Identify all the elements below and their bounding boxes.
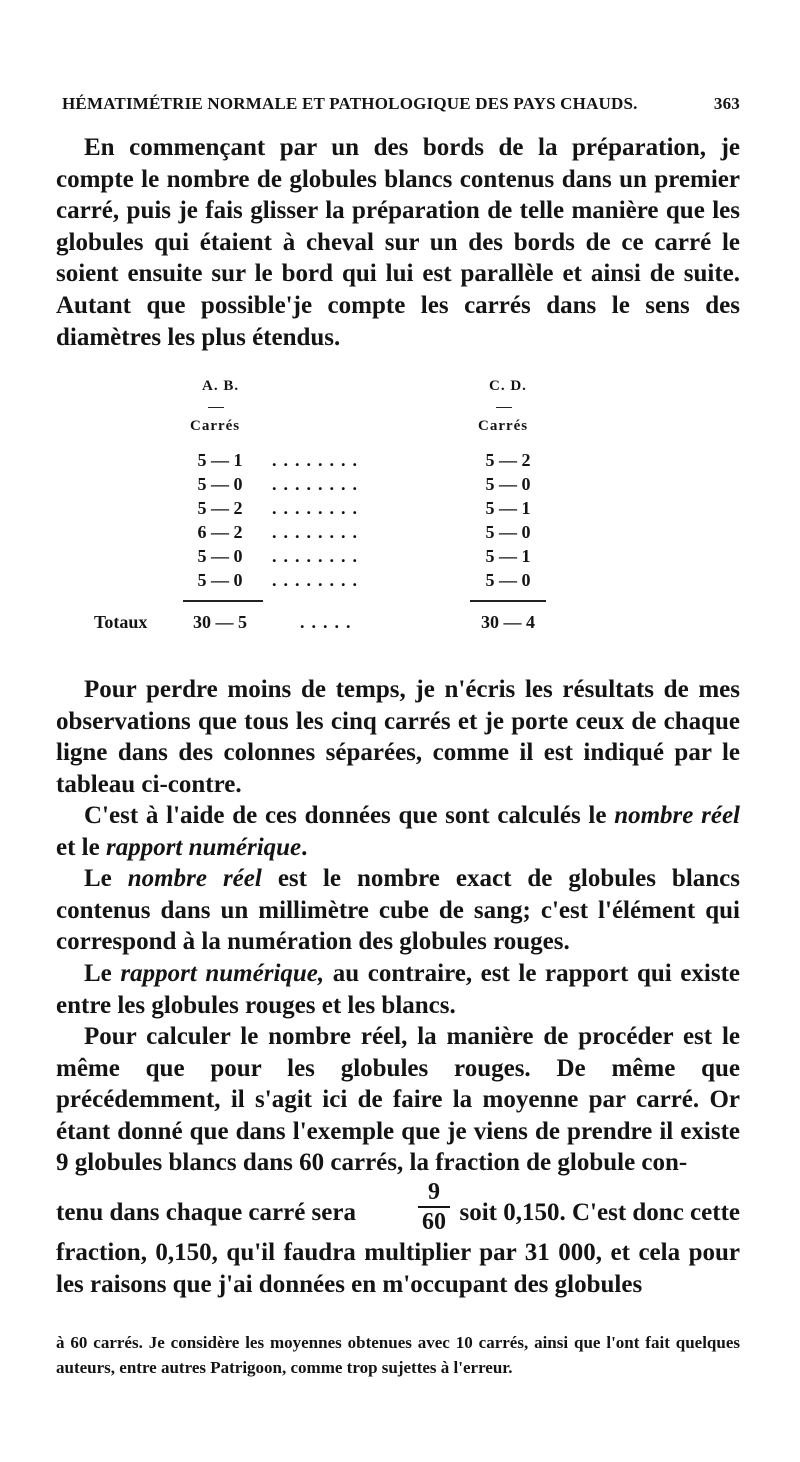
paragraph-5-text: au contraire, est le rapport qui existe entre les globules rouges et les blancs.	[56, 960, 741, 1019]
fraction	[414, 1179, 454, 1235]
table-leader-dots: ........	[272, 450, 364, 470]
paragraph-1: En commençant par un des bords de la préparation, je compte le nombre de globules blancs contenus dans un premier carré, puis je fais glisser la préparation de telle manière que les globules qui étaient à cheval sur un des bords de ce carré le soient ensuite sur le bord qui lui est parallèle et ainsi de suite. Autant que possible'je compte les carrés dans le sens des diamètres les plus étendus.	[56, 134, 740, 351]
footnote: à 60 carrés. Je considère les moyennes obtenues avec 10 carrés, ainsi que l'ont fait quelques auteurs, entre autres Patrigoon, comme trop sujettes à l'erreur.	[56, 1333, 740, 1377]
table-leader-dots: ........	[272, 570, 364, 590]
table-total-ab: 30 — 5	[193, 612, 247, 632]
running-head	[62, 94, 740, 120]
table-total-cd: 30 — 4	[481, 612, 535, 632]
table-cell-cd: 5 — 1	[485, 546, 531, 566]
term-nombre-reel: nombre réel	[614, 802, 740, 829]
table-cell-cd: 5 — 2	[485, 450, 531, 470]
term-rapport-numerique: rapport numérique	[105, 833, 302, 861]
table-col2-subheading: Carrés	[478, 418, 529, 434]
term-rapport-numerique: rapport numérique,	[120, 960, 325, 987]
table-cell-ab: 5 — 1	[197, 450, 243, 470]
paragraph-6: Pour calculer le nombre réel, la manière de procéder est le même que pour les globules rouges. De même que précédemment, il s'agit ici de faire la moyenne par carré. Or étant donné que dans l'exemple que je viens de prendre il existe 9 globules blancs dans 60 carrés, la fraction de globule con-	[56, 1023, 740, 1177]
table-cell-ab: 5 — 0	[197, 474, 243, 494]
table-cell-ab: 5 — 2	[197, 498, 243, 518]
fraction-line	[56, 1179, 740, 1237]
paragraph-4	[56, 863, 740, 958]
fraction-line-text-before: tenu dans chaque carré sera	[56, 1199, 356, 1226]
table-cell-ab: 6 — 2	[197, 522, 243, 542]
table-leader-dots: ........	[272, 498, 364, 518]
table-col2-heading: C. D.	[489, 378, 527, 394]
table-col1-subheading: Carrés	[190, 418, 241, 434]
fraction-numerator: 9	[428, 1179, 440, 1205]
fraction-line-text-after: soit 0,150. C'est donc cette	[459, 1199, 740, 1226]
paragraph-3-text: C'est à l'aide de ces données que sont calculés le	[84, 802, 615, 829]
fraction-denominator: 60	[422, 1209, 446, 1235]
table-leader-dots: ........	[272, 474, 364, 494]
page-number: 363	[713, 94, 740, 113]
table-cell-ab: 5 — 0	[197, 546, 243, 566]
table-total-rule	[470, 600, 546, 602]
table-total-rule	[183, 600, 263, 602]
table-cell-cd: 5 — 0	[485, 474, 531, 494]
term-nombre-reel: nombre réel	[127, 865, 262, 892]
paragraph-4-text: Le	[84, 865, 128, 892]
paragraph-3	[56, 800, 740, 863]
table-cell-cd: 5 — 0	[485, 522, 531, 542]
paragraph-3-text: .	[301, 833, 308, 861]
table-cell-ab: 5 — 0	[197, 570, 243, 590]
table-leader-dots: ........	[272, 546, 364, 566]
paragraph-5	[56, 958, 740, 1021]
running-title: HÉMATIMÉTRIE NORMALE ET PATHOLOGIQUE DES PAYS CHAUDS.	[62, 94, 638, 113]
paragraph-5-text: Le	[84, 960, 121, 987]
fraction-bar	[418, 1206, 450, 1208]
paragraph-4-text: est le nombre exact de globules blancs contenus dans un millimètre cube de sang; c'est l'élément qui correspond à la numération des globules rouges.	[56, 865, 741, 956]
table-leader-dots: ........	[272, 522, 364, 542]
table-col1-heading: A. B.	[202, 378, 240, 394]
paragraph-7: fraction, 0,150, qu'il faudra multiplier par 31 000, et cela pour les raisons que j'ai données en m'occupant des globules	[56, 1239, 740, 1298]
table-totals-label: Totaux	[94, 612, 148, 632]
table-cell-cd: 5 — 1	[485, 498, 531, 518]
paragraph-2: Pour perdre moins de temps, je n'écris les résultats de mes observations que tous les cinq carrés et je porte ceux de chaque ligne dans des colonnes séparées, comme il est indiqué par le tableau ci-contre.	[56, 676, 740, 798]
table-col2-dash	[496, 407, 512, 408]
table-cell-cd: 5 — 0	[485, 570, 531, 590]
table-leader-dots: .....	[300, 612, 358, 632]
paragraph-3-text: et le	[56, 833, 106, 861]
table-col1-dash	[208, 407, 224, 408]
